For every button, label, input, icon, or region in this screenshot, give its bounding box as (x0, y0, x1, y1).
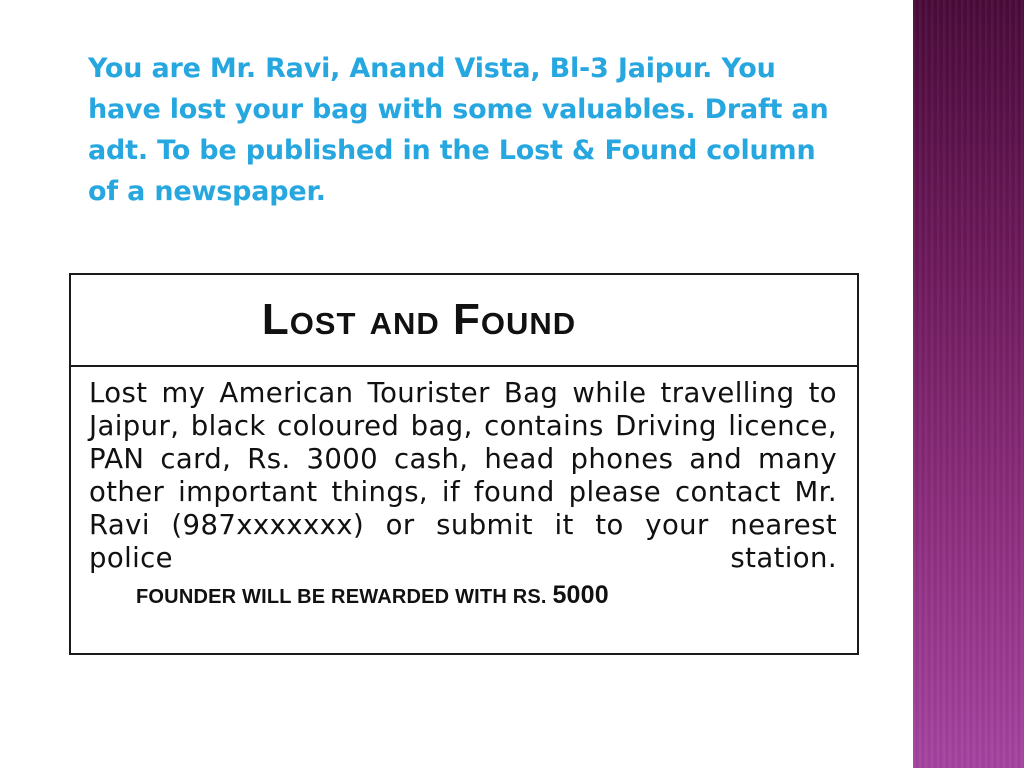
advertisement-title: Lost and Found (261, 295, 577, 344)
decorative-side-band (913, 0, 1024, 768)
advertisement-header (71, 275, 857, 367)
advertisement-box (69, 273, 859, 655)
advertisement-body (71, 367, 857, 610)
reward-amount: 5000 (552, 581, 609, 609)
question-prompt: You are Mr. Ravi, Anand Vista, Bl-3 Jaipur. You have lost your bag with some valuables. Draft an adt. To be published in the Lost & Found column of a newspaper. (88, 53, 829, 207)
reward-label: FOUNDER WILL BE REWARDED WITH RS. (136, 586, 547, 608)
reward-line (136, 581, 837, 610)
advertisement-text: Lost my American Tourister Bag while travelling to Jaipur, black coloured bag, contains Driving licence, PAN card, Rs. 3000 cash, head phones and many other important things, if found please contact Mr. Ravi (987xxxxxxx) or submit it to your nearest police station. (89, 377, 837, 574)
